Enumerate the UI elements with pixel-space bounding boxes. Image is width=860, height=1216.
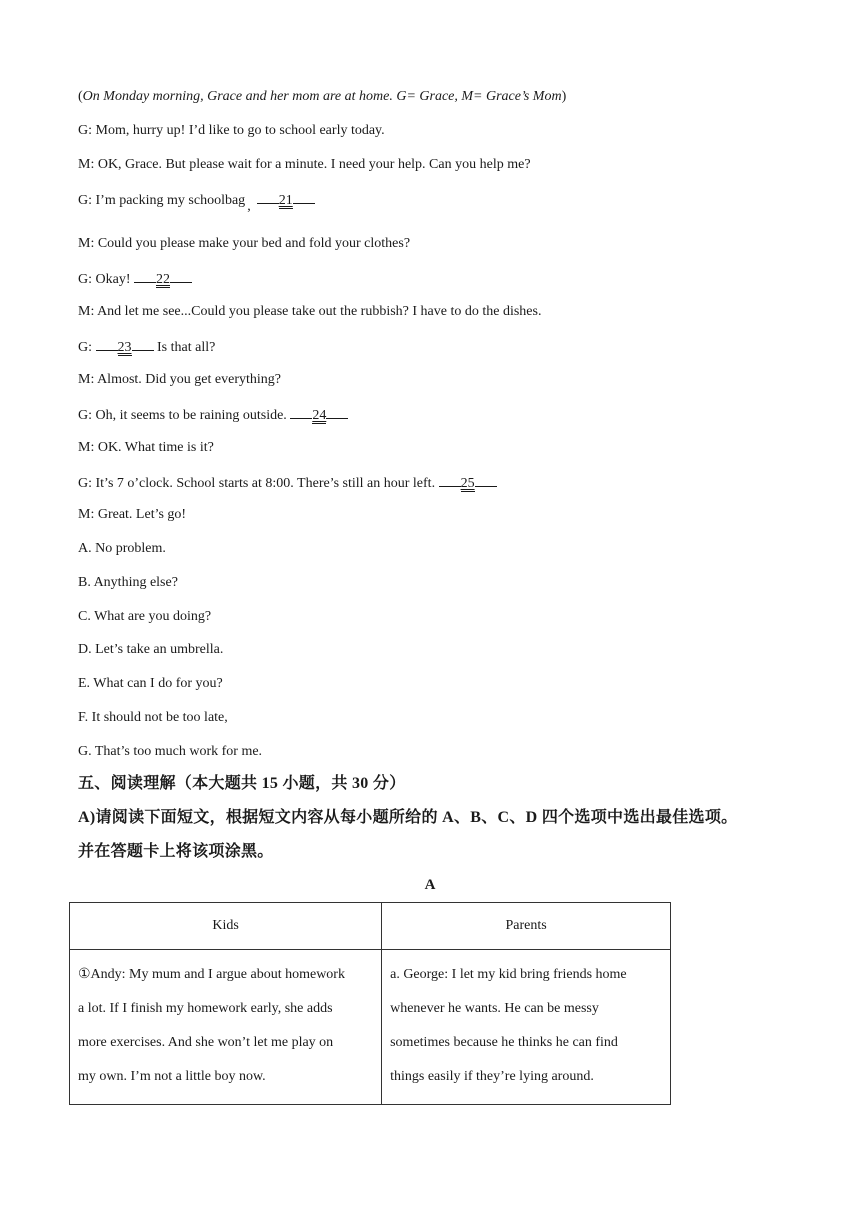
option-item: F. It should not be too late,: [78, 710, 228, 725]
dialogue-line: [78, 439, 214, 457]
option-item: G. That’s too much work for me.: [78, 744, 263, 759]
dialogue-line: [78, 405, 348, 425]
answer-blank-22: [134, 269, 192, 289]
answer-blank-25: [439, 473, 497, 493]
dialogue-text: M: Great. Let’s go!: [78, 507, 187, 522]
dialogue-text: G: I’m packing my schoolbag: [78, 193, 246, 208]
cell-line: my own. I’m not a little boy now.: [78, 1069, 266, 1084]
answer-blank-24: [290, 405, 348, 425]
section-heading: 五、阅读理解（本大题共 15 小题，共 30 分）: [78, 775, 406, 792]
dialogue-intro: (On Monday morning, Grace and her mom are at home. G= Grace, M= Grace’s Mom): [78, 89, 567, 104]
blank-number: 21: [278, 193, 293, 208]
option-item: D. Let’s take an umbrella.: [78, 642, 224, 657]
dialogue-line: [78, 156, 531, 174]
blank-number: 25: [460, 476, 475, 491]
option-item: E. What can I do for you?: [78, 676, 223, 691]
cell-line: ①Andy: My mum and I argue about homework: [78, 967, 345, 982]
cell-line: things easily if they’re lying around.: [390, 1069, 594, 1084]
dialogue-line: G: I’m packing my schoolbag , 21: [78, 190, 315, 210]
option-item: A. No problem.: [78, 541, 166, 556]
dialogue-line: [78, 337, 215, 357]
answer-blank-21: [257, 190, 315, 210]
kids-cell: [70, 950, 382, 1105]
dialogue-text: M: OK, Grace. But please wait for a minute. I need your help. Can you help me?: [78, 157, 531, 172]
cell-line: whenever he wants. He can be messy: [390, 1001, 599, 1016]
dialogue-text: M: OK. What time is it?: [78, 440, 214, 455]
dialogue-text: G: It’s 7 o’clock. School starts at 8:00. There’s still an hour left.: [78, 476, 439, 491]
blank-number: 24: [312, 408, 327, 423]
column-header-parents: Parents: [382, 903, 671, 950]
option-item: B. Anything else?: [78, 575, 178, 590]
answer-blank-23: [96, 337, 154, 357]
table-row: [70, 950, 671, 1105]
dialogue-line: [78, 506, 186, 524]
cell-line: a lot. If I finish my homework early, she adds: [78, 1001, 333, 1016]
parents-cell: [382, 950, 671, 1105]
dialogue-text: G: Mom, hurry up! I’d like to go to school early today.: [78, 123, 385, 138]
table-header-row: [70, 903, 671, 950]
section-instruction-continued: 并在答题卡上将该项涂黑。: [78, 843, 274, 860]
dialogue-text: Is that all?: [153, 340, 216, 355]
kids-parents-table: [69, 902, 671, 1105]
dialogue-text: G: Oh, it seems to be raining outside.: [78, 408, 291, 423]
blank-number: 22: [156, 272, 170, 287]
dialogue-text: G: Okay!: [78, 272, 134, 287]
cell-line: more exercises. And she won’t let me play on: [78, 1035, 334, 1050]
passage-title: A: [424, 877, 436, 893]
cell-line: sometimes because he thinks he can find: [390, 1035, 618, 1050]
blank-number: 23: [117, 340, 132, 355]
dialogue-text: M: Could you please make your bed and fold your clothes?: [78, 236, 411, 251]
dialogue-line: [78, 473, 497, 493]
section-instruction: A)请阅读下面短文，根据短文内容从每小题所给的 A、B、C、D 四个选项中选出最佳选项。: [78, 809, 738, 826]
dialogue-line: [78, 371, 281, 389]
dialogue-line: [78, 303, 541, 321]
dialogue-text: M: And let me see...Could you please take out the rubbish? I have to do the dishes.: [78, 304, 542, 319]
cell-line: a. George: I let my kid bring friends home: [390, 967, 627, 982]
dialogue-line: [78, 235, 410, 253]
column-header-kids: Kids: [70, 903, 382, 950]
dialogue-line: [78, 269, 192, 289]
dialogue-text: M: Almost. Did you get everything?: [78, 372, 281, 387]
dialogue-text: G:: [78, 340, 96, 355]
option-item: C. What are you doing?: [78, 609, 212, 624]
dialogue-intro-text: On Monday morning, Grace and her mom are at home. G= Grace, M= Grace’s Mom: [82, 89, 562, 104]
dialogue-line: [78, 122, 385, 140]
